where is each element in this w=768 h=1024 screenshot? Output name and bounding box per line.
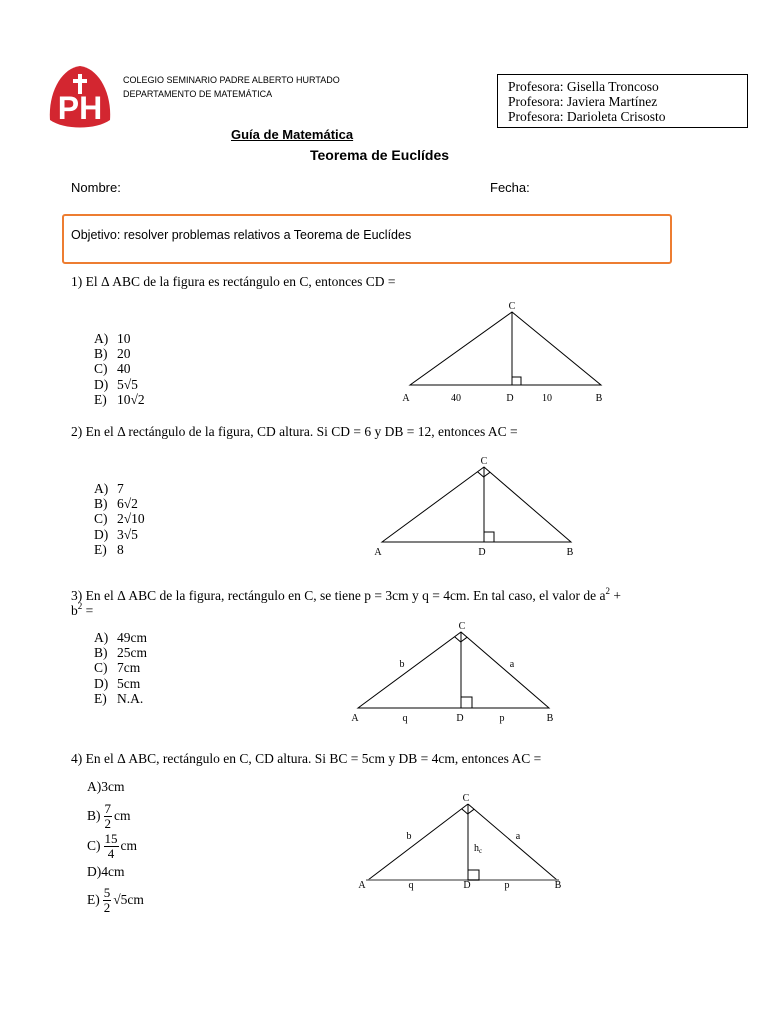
vertex-label-d: D bbox=[478, 547, 486, 558]
fraction-denominator: 2 bbox=[103, 899, 111, 915]
school-name: COLEGIO SEMINARIO PADRE ALBERTO HURTADO bbox=[123, 75, 340, 85]
option-d bbox=[94, 676, 147, 691]
fraction bbox=[103, 886, 112, 915]
option-letter: E) bbox=[94, 391, 107, 407]
option-letter: D) bbox=[94, 376, 109, 392]
option-value: 3cm bbox=[101, 779, 125, 794]
height-label-h: h bbox=[474, 843, 479, 854]
superscript: 2 bbox=[77, 601, 83, 611]
vertex-label-d: D bbox=[506, 393, 514, 404]
option-value: 5cm bbox=[117, 675, 141, 691]
option-a bbox=[94, 481, 145, 496]
option-unit: cm bbox=[120, 838, 137, 853]
segment-label-q: q bbox=[402, 713, 408, 724]
q4-option-a bbox=[87, 779, 125, 795]
question-3-prompt-line-2 bbox=[71, 603, 93, 619]
option-value: 7cm bbox=[117, 660, 141, 676]
option-letter: D) bbox=[94, 675, 109, 691]
side-label-a: a bbox=[515, 831, 521, 842]
option-d bbox=[94, 527, 145, 542]
option-letter: A) bbox=[94, 630, 109, 645]
option-letter: E) bbox=[87, 892, 100, 907]
segment-label-p: p bbox=[504, 880, 510, 891]
option-c bbox=[94, 511, 145, 526]
vertex-label-c: C bbox=[462, 793, 470, 804]
vertex-label-a: A bbox=[402, 393, 410, 404]
option-value: 5√5 bbox=[117, 376, 138, 392]
height-label bbox=[474, 843, 482, 855]
teachers-box bbox=[497, 74, 748, 128]
fraction-numerator: 5 bbox=[103, 884, 111, 900]
fraction-numerator: 15 bbox=[104, 830, 118, 846]
teacher-line: Profesora: Darioleta Crisosto bbox=[508, 109, 666, 124]
figure-4-labels bbox=[358, 793, 561, 891]
side-cb bbox=[468, 804, 557, 880]
segment-label-p: p bbox=[499, 713, 505, 724]
right-angle-mark-c bbox=[455, 637, 468, 642]
page-title: Guía de Matemática bbox=[231, 127, 354, 142]
right-angle-mark-d bbox=[461, 697, 472, 708]
question-4-prompt: 4) En el Δ ABC, rectángulo en C, CD altura. Si BC = 5cm y DB = 4cm, entonces AC = bbox=[71, 751, 542, 766]
option-d bbox=[94, 377, 145, 392]
option-letter: B) bbox=[94, 645, 108, 661]
superscript: 2 bbox=[605, 586, 611, 596]
right-angle-mark-d bbox=[468, 870, 479, 880]
option-letter: C) bbox=[94, 361, 108, 377]
figure-2-labels bbox=[374, 456, 573, 558]
segment-label-db: 10 bbox=[542, 393, 552, 404]
side-label-a: a bbox=[509, 659, 515, 670]
vertex-label-a: A bbox=[374, 547, 382, 558]
page-subtitle: Teorema de Euclídes bbox=[310, 147, 450, 163]
vertex-label-c: C bbox=[508, 301, 516, 312]
question-3-prompt bbox=[71, 588, 621, 604]
vertex-label-c: C bbox=[480, 456, 488, 467]
option-value: 49cm bbox=[117, 630, 147, 645]
option-b bbox=[94, 346, 145, 361]
q4-option-e bbox=[87, 884, 144, 916]
logo-lettering: PH bbox=[57, 90, 103, 126]
prompt-text: = bbox=[82, 603, 94, 618]
question-2-options bbox=[94, 481, 145, 557]
option-letter: D) bbox=[87, 864, 102, 879]
question-1-options bbox=[94, 331, 145, 407]
option-e bbox=[94, 542, 145, 557]
option-value: 3√5 bbox=[117, 526, 138, 542]
option-letter: B) bbox=[94, 496, 108, 512]
option-value: 10 bbox=[117, 331, 131, 346]
option-value: 6√2 bbox=[117, 496, 138, 512]
option-letter: C) bbox=[94, 511, 108, 527]
prompt-text: b bbox=[71, 603, 78, 618]
figure-3 bbox=[358, 632, 549, 708]
side-label-b: b bbox=[399, 659, 405, 670]
option-unit: √5cm bbox=[113, 892, 144, 907]
triangle-abc bbox=[358, 632, 549, 708]
department-name: DEPARTAMENTO DE MATEMÁTICA bbox=[123, 89, 273, 99]
option-a bbox=[94, 331, 145, 346]
prompt-text: 3) En el Δ ABC de la figura, rectángulo en C, se tiene p = 3cm y q = 4cm. En tal caso, el valor de a bbox=[71, 588, 606, 603]
figure-3-labels bbox=[351, 621, 553, 724]
option-value: N.A. bbox=[117, 690, 144, 706]
option-value: 25cm bbox=[117, 645, 147, 661]
option-value: 8 bbox=[117, 541, 124, 557]
vertex-label-b: B bbox=[566, 547, 574, 558]
question-1-prompt: 1) El Δ ABC de la figura es rectángulo en C, entonces CD = bbox=[71, 274, 396, 289]
option-value: 20 bbox=[117, 346, 131, 362]
fraction-denominator: 4 bbox=[104, 846, 119, 861]
option-value: 7 bbox=[117, 481, 124, 496]
right-angle-mark-c bbox=[478, 472, 491, 477]
q4-option-b bbox=[87, 800, 131, 832]
option-letter: C) bbox=[87, 838, 101, 853]
fraction bbox=[104, 802, 113, 831]
option-b bbox=[94, 645, 147, 660]
q4-option-d bbox=[87, 864, 125, 880]
objective-text: Objetivo: resolver problemas relativos a Teorema de Euclídes bbox=[71, 228, 412, 242]
fraction-numerator: 7 bbox=[104, 800, 111, 816]
figure-4 bbox=[366, 804, 559, 880]
question-2-prompt: 2) En el Δ rectángulo de la figura, CD altura. Si CD = 6 y DB = 12, entonces AC = bbox=[71, 424, 518, 439]
logo-cross-horizontal bbox=[73, 79, 87, 83]
side-ca bbox=[368, 804, 468, 880]
option-e bbox=[94, 392, 145, 407]
figure-1-labels bbox=[402, 301, 602, 404]
right-angle-mark-d bbox=[512, 377, 521, 385]
prompt-text: + bbox=[610, 588, 622, 603]
option-value: 2√10 bbox=[117, 511, 145, 527]
option-letter: B) bbox=[94, 346, 108, 362]
teacher-line: Profesora: Gisella Troncoso bbox=[508, 79, 659, 94]
segment-label-ad: 40 bbox=[451, 393, 461, 404]
fraction-denominator: 2 bbox=[104, 815, 111, 831]
teacher-line: Profesora: Javiera Martínez bbox=[508, 94, 658, 109]
triangle-abc bbox=[410, 312, 601, 385]
vertex-label-a: A bbox=[358, 880, 366, 891]
option-c bbox=[94, 660, 147, 675]
right-angle-mark-c bbox=[462, 809, 475, 814]
fraction bbox=[104, 832, 119, 861]
vertex-label-b: B bbox=[546, 713, 554, 724]
option-letter: E) bbox=[94, 690, 107, 706]
option-letter: B) bbox=[87, 808, 101, 823]
option-value: 10√2 bbox=[117, 391, 145, 407]
vertex-label-d: D bbox=[463, 880, 471, 891]
option-letter: A) bbox=[94, 481, 109, 496]
vertex-label-b: B bbox=[554, 880, 562, 891]
option-letter: E) bbox=[94, 541, 107, 557]
option-e bbox=[94, 691, 147, 706]
vertex-label-b: B bbox=[595, 393, 603, 404]
height-label-subscript: c bbox=[479, 847, 483, 855]
school-logo bbox=[44, 62, 118, 132]
option-a bbox=[94, 630, 147, 645]
option-value: 4cm bbox=[101, 864, 125, 879]
side-label-b: b bbox=[406, 831, 412, 842]
option-b bbox=[94, 496, 145, 511]
q4-option-c bbox=[87, 830, 137, 862]
right-angle-mark-d bbox=[484, 532, 494, 542]
vertex-label-a: A bbox=[351, 713, 359, 724]
option-letter: C) bbox=[94, 660, 108, 676]
option-c bbox=[94, 361, 145, 376]
figure-1 bbox=[410, 312, 601, 385]
option-unit: cm bbox=[114, 808, 131, 823]
question-3-options bbox=[94, 630, 147, 706]
segment-label-q: q bbox=[408, 880, 414, 891]
triangle-abc bbox=[382, 467, 571, 542]
vertex-label-c: C bbox=[458, 621, 466, 632]
option-letter: A) bbox=[94, 331, 109, 346]
option-letter: D) bbox=[94, 526, 109, 542]
option-value: 40 bbox=[117, 361, 131, 377]
option-letter: A) bbox=[87, 779, 102, 794]
vertex-label-d: D bbox=[456, 713, 464, 724]
figure-2 bbox=[382, 467, 571, 542]
name-label: Nombre: bbox=[71, 180, 121, 195]
date-label: Fecha: bbox=[490, 180, 530, 195]
